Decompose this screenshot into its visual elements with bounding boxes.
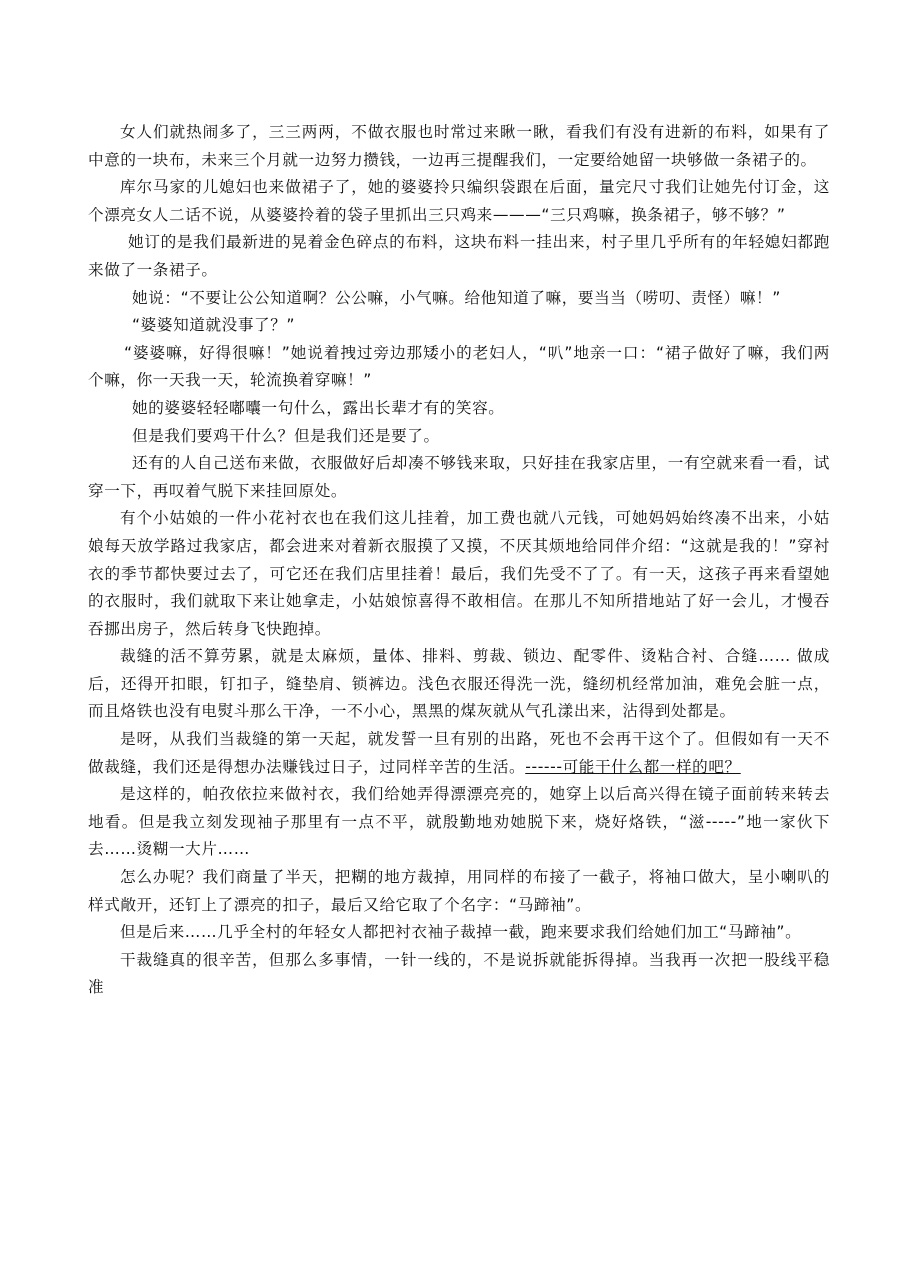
paragraph: 是这样的，帕孜依拉来做衬衣，我们给她弄得漂漂亮亮的，她穿上以后高兴得在镜子面前转来转去地看。但是我立刻发现袖子那里有一点不平，就殷勤地劝她脱下来，烧好烙铁，“滋-----”地一家伙下去……烫糊一大片…… xyxy=(88,785,830,859)
paragraph: “婆婆嘛，好得很嘛！”她说着拽过旁边那矮小的老妇人，“叭”地亲一口：“裙子做好了嘛，我们两个嘛，你一天我一天，轮流换着穿嘛！” xyxy=(88,343,830,390)
paragraph: “婆婆知道就没事了？” xyxy=(132,316,296,335)
document-body xyxy=(88,119,830,1002)
paragraph: 她订的是我们最新进的晃着金色碎点的布料，这块布料一挂出来，村子里几乎所有的年轻媳妇都跑来做了一条裙子。 xyxy=(88,233,830,279)
paragraph: 她的婆婆轻轻嘟囔一句什么，露出长辈才有的笑容。 xyxy=(132,398,505,417)
paragraph: 但是后来……几乎全村的年轻女人都把衬衣袖子裁掉一截，跑来要求我们给她们加工“马蹄袖”。 xyxy=(120,923,802,942)
paragraph: 库尔马家的儿媳妇也来做裙子了，她的婆婆拎只编织袋跟在后面，量完尺寸我们让她先付订金，这个漂亮女人二话不说，从婆婆拎着的袋子里抓出三只鸡来———“三只鸡嘛，换条裙子，够不够？” xyxy=(88,178,830,224)
paragraph: 她说：“不要让公公知道啊？公公嘛，小气嘛。给他知道了嘛，要当当（唠叨、责怪）嘛！” xyxy=(132,288,781,307)
underlined-question: ------可能干什么都一样的吧？ xyxy=(525,757,741,776)
paragraph: 还有的人自己送布来做，衣服做好后却凑不够钱来取，只好挂在我家店里，一有空就来看一看，试穿一下，再叹着气脱下来挂回原处。 xyxy=(88,454,830,500)
paragraph: 但是我们要鸡干什么？但是我们还是要了。 xyxy=(132,426,440,445)
paragraph xyxy=(88,726,830,781)
paragraph: 有个小姑娘的一件小花衬衣也在我们这儿挂着，加工费也就八元钱，可她妈妈始终凑不出来，小姑娘每天放学路过我家店，都会进来对着新衣服摸了又摸，不厌其烦地给同伴介绍：“这就是我的！”穿衬衣的季节都快要过去了，可它还在我们店里挂着！最后，我们先受不了了。有一天，这孩子再来看望她的衣服时，我们就取下来让她拿走，小姑娘惊喜得不敢相信。在那儿不知所措地站了好一会儿，才慢吞吞挪出房子，然后转身飞快跑掉。 xyxy=(88,509,830,638)
paragraph: 干裁缝真的很辛苦，但那么多事情，一针一线的，不是说拆就能拆得掉。当我再一次把一股线平稳准 xyxy=(88,950,830,997)
paragraph: 女人们就热闹多了，三三两两，不做衣服也时常过来瞅一瞅，看我们有没有进新的布料，如果有了中意的一块布，未来三个月就一边努力攒钱，一边再三提醒我们，一定要给她留一块够做一条裙子的。 xyxy=(88,123,830,169)
paragraph: 裁缝的活不算劳累，就是太麻烦，量体、排料、剪裁、锁边、配零件、烫粘合衬、合缝…… 做成后，还得开扣眼，钉扣子，缝垫肩、锁裤边。浅色衣服还得洗一洗，缝纫机经常加油，难免会脏一点，而且烙铁也没有电熨斗那么干净，一不小心，黑黑的煤灰就从气孔漾出来，沾得到处都是。 xyxy=(88,647,830,721)
paragraph: 怎么办呢？我们商量了半天，把糊的地方裁掉，用同样的布接了一截子，将袖口做大，呈小喇叭的样式敞开，还钉上了漂亮的扣子，最后又给它取了个名字：“马蹄袖”。 xyxy=(88,868,830,914)
paragraph-text: 是呀，从我们当裁缝的第一天起，就发誓一旦有别的出路，死也不会再干这个了。但假如有一天不做裁缝，我们还是得想办法赚钱过日子，过同样辛苦的生活。 xyxy=(88,730,830,776)
